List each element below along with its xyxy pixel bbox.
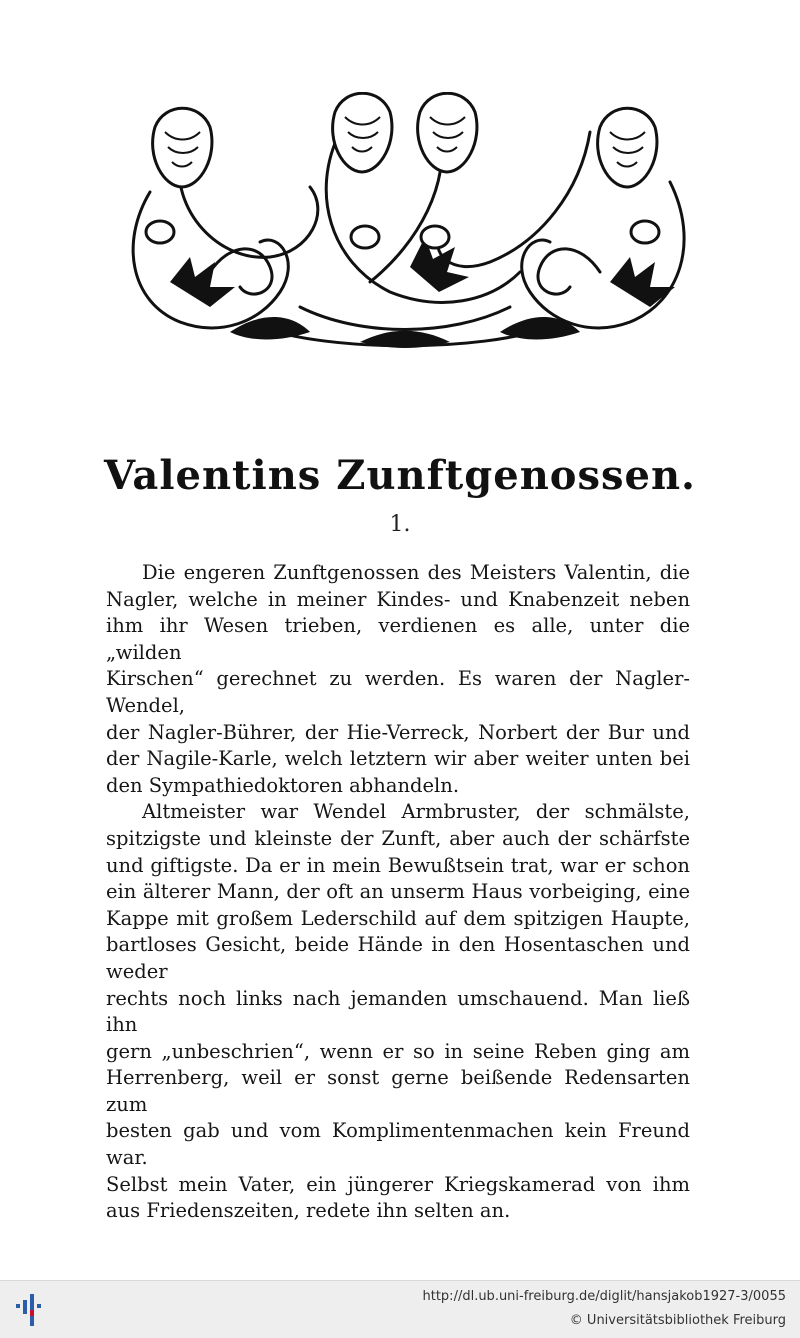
text-line: besten gab und vom Komplimentenmachen kein Freund war. [106, 1119, 690, 1170]
text-line: aus Friedenszeiten, redete ihn selten an. [106, 1199, 511, 1223]
chapter-number: 1. [389, 512, 411, 537]
text-line: Kappe mit großem Lederschild auf dem spitzigen Haupte, [106, 906, 690, 930]
text-line: ein älterer Mann, der oft an unserm Haus vorbeiging, eine [106, 880, 690, 904]
text-line: Herrenberg, weil er sonst gerne beißende Redensarten zum [106, 1066, 690, 1116]
text-line: Nagler, welche in meiner Kindes- und Knabenzeit neben [106, 587, 690, 611]
text-line: gern „unbeschrien“, wenn er so in seine Reben ging am [106, 1039, 690, 1063]
text-line: spitzigste und kleinste der Zunft, aber auch der schärfste [106, 826, 690, 850]
paragraph [106, 560, 690, 799]
copyright-notice: © Universitätsbibliothek Freiburg [569, 1313, 786, 1328]
source-url-link[interactable]: http://dl.ub.uni-freiburg.de/diglit/hansjakob1927-3/0055 [422, 1289, 786, 1304]
text-line: Kirschen“ gerechnet zu werden. Es waren der Nagler-Wendel, [106, 667, 690, 717]
page-title: Valentins Zunftgenossen. [104, 452, 696, 499]
text-line: rechts noch links nach jemanden umschauend. Man ließ ihn [106, 986, 690, 1037]
ub-freiburg-logo-icon [14, 1290, 44, 1330]
text-line: der Nagile-Karle, welch letztern wir aber weiter unten bei [106, 747, 690, 771]
text-line: der Nagler-Bührer, der Hie-Verreck, Norbert der Bur und [106, 720, 690, 744]
paragraph [106, 799, 690, 1225]
body-text [106, 560, 690, 1225]
text-line: bartloses Gesicht, beide Hände in den Hosentaschen und weder [106, 933, 690, 983]
flower-ornament-icon [110, 92, 700, 360]
text-line: Die engeren Zunftgenossen des Meisters Valentin, die [142, 561, 690, 584]
text-line: und giftigste. Da er in mein Bewußtsein trat, war er schon [106, 853, 690, 877]
text-line: den Sympathiedoktoren abhandeln. [106, 773, 460, 797]
text-line: Altmeister war Wendel Armbruster, der schmälste, [142, 800, 690, 824]
text-line: ihm ihr Wesen trieben, verdienen es alle, unter die „wilden [106, 614, 690, 664]
text-line: Selbst mein Vater, ein jüngerer Kriegskamerad von ihm [106, 1172, 690, 1196]
library-footer [0, 1280, 800, 1338]
